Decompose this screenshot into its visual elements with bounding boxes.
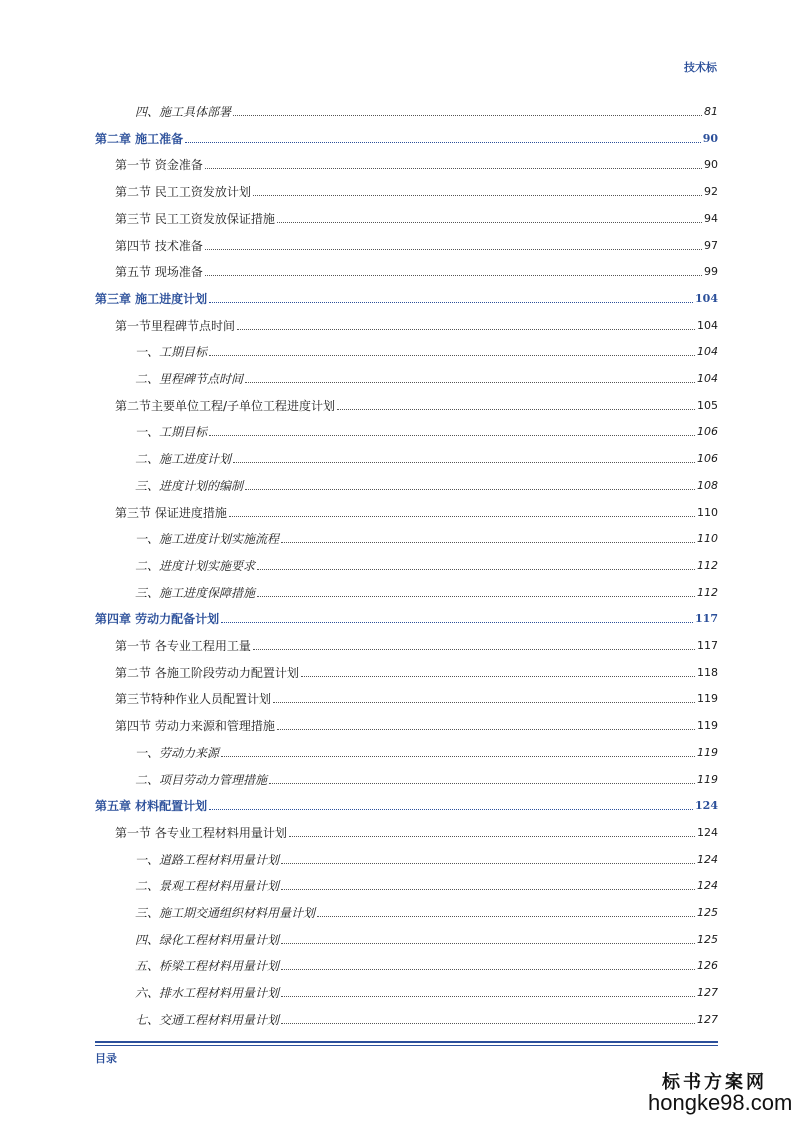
toc-dot-leader: [281, 943, 695, 944]
toc-dot-leader: [281, 889, 695, 890]
toc-entry-title: 第五节 现场准备: [115, 265, 203, 279]
toc-entry-title: 五、桥梁工程材料用量计划: [135, 959, 280, 973]
toc-entry-item[interactable]: [135, 371, 718, 387]
toc-dot-leader: [281, 863, 695, 864]
toc-entry-section[interactable]: [115, 264, 718, 280]
toc-entry-title: 第一节 各专业工程用工量: [115, 639, 251, 653]
toc-entry-item[interactable]: [135, 451, 718, 467]
toc-entry-item[interactable]: [135, 985, 718, 1001]
toc-dot-leader: [205, 275, 702, 276]
toc-entry-page: 119: [697, 719, 718, 732]
toc-dot-leader: [185, 142, 701, 143]
toc-entry-page: 90: [704, 158, 718, 171]
toc-entry-page: 119: [697, 746, 718, 759]
toc-entry-item[interactable]: [135, 585, 718, 601]
toc-entry-section[interactable]: [115, 398, 718, 414]
toc-entry-title: 一、劳动力来源: [135, 746, 220, 760]
toc-entry-section[interactable]: [115, 184, 718, 200]
toc-entry-title: 二、施工进度计划: [135, 452, 232, 466]
toc-entry-page: 106: [697, 452, 718, 465]
toc-entry-item[interactable]: [135, 905, 718, 921]
footer-rule-thin: [95, 1045, 718, 1046]
toc-dot-leader: [257, 569, 695, 570]
toc-entry-page: 117: [695, 612, 718, 625]
toc-dot-leader: [221, 756, 695, 757]
toc-entry-page: 124: [695, 799, 718, 812]
watermark-cn: 标书方案网: [662, 1072, 767, 1093]
toc-entry-title: 六、排水工程材料用量计划: [135, 986, 280, 1000]
toc-entry-page: 110: [697, 532, 718, 545]
toc-entry-page: 106: [697, 425, 718, 438]
toc-entry-title: 二、项目劳动力管理措施: [135, 773, 268, 787]
toc-entry-title: 一、道路工程材料用量计划: [135, 853, 280, 867]
toc-entry-page: 119: [697, 692, 718, 705]
toc-entry-page: 124: [697, 853, 718, 866]
toc-dot-leader: [209, 435, 695, 436]
toc-dot-leader: [253, 649, 695, 650]
toc-entry-title: 一、工期目标: [135, 425, 208, 439]
toc-entry-section[interactable]: [115, 691, 718, 707]
toc-entry-title: 第四章 劳动力配备计划: [95, 612, 220, 626]
toc-entry-title: 七、交通工程材料用量计划: [135, 1013, 280, 1027]
toc-entry-page: 94: [704, 212, 718, 225]
toc-entry-page: 104: [695, 292, 718, 305]
footer-rule: [95, 1041, 718, 1043]
header-doc-type: 技术标: [684, 61, 717, 74]
toc-entry-page: 127: [697, 1013, 718, 1026]
toc-entry-title: 一、施工进度计划实施流程: [135, 532, 280, 546]
toc-entry-page: 112: [697, 586, 718, 599]
toc-entry-title: 第四节 技术准备: [115, 239, 203, 253]
toc-entry-page: 112: [697, 559, 718, 572]
toc-entry-section[interactable]: [115, 318, 718, 334]
toc-entry-item[interactable]: [135, 104, 718, 120]
toc-entry-item[interactable]: [135, 745, 718, 761]
toc-entry-chapter[interactable]: [95, 131, 718, 147]
toc-entry-page: 104: [697, 372, 718, 385]
toc-dot-leader: [233, 115, 702, 116]
toc-dot-leader: [245, 489, 695, 490]
toc-entry-title: 第三节特种作业人员配置计划: [115, 692, 272, 706]
toc-entry-page: 97: [704, 239, 718, 252]
toc-entry-page: 90: [702, 132, 718, 145]
toc-dot-leader: [233, 462, 695, 463]
toc-entry-page: 126: [697, 959, 718, 972]
toc-entry-item[interactable]: [135, 772, 718, 788]
toc-dot-leader: [257, 596, 695, 597]
toc-entry-chapter[interactable]: [95, 611, 718, 627]
toc-dot-leader: [245, 382, 695, 383]
toc-entry-title: 第三节 保证进度措施: [115, 506, 227, 520]
toc-entry-page: 105: [697, 399, 718, 412]
toc-entry-title: 第二节主要单位工程/子单位工程进度计划: [115, 399, 336, 413]
toc-entry-section[interactable]: [115, 638, 718, 654]
toc-entry-page: 99: [704, 265, 718, 278]
toc-entry-title: 三、施工期交通组织材料用量计划: [135, 906, 316, 920]
toc-entry-page: 104: [697, 319, 718, 332]
toc-entry-title: 第二章 施工准备: [95, 132, 184, 146]
toc-entry-page: 124: [697, 826, 718, 839]
toc-entry-title: 二、景观工程材料用量计划: [135, 879, 280, 893]
toc-entry-item[interactable]: [135, 852, 718, 868]
toc-entry-page: 118: [697, 666, 718, 679]
toc-dot-leader: [281, 996, 695, 997]
toc-entry-section[interactable]: [115, 718, 718, 734]
toc-entry-item[interactable]: [135, 344, 718, 360]
toc-entry-title: 三、进度计划的编制: [135, 479, 244, 493]
toc-dot-leader: [289, 836, 695, 837]
toc-entry-section[interactable]: [115, 211, 718, 227]
toc-entry-page: 108: [697, 479, 718, 492]
watermark-en: hongke98.com: [648, 1090, 793, 1115]
toc-entry-title: 第一节 各专业工程材料用量计划: [115, 826, 287, 840]
toc-dot-leader: [229, 516, 695, 517]
toc-entry-title: 第三章 施工进度计划: [95, 292, 208, 306]
toc-entry-section[interactable]: [115, 238, 718, 254]
toc-entry-title: 第二节 民工工资发放计划: [115, 185, 251, 199]
toc-entry-section[interactable]: [115, 825, 718, 841]
toc-dot-leader: [301, 676, 695, 677]
toc-entry-title: 第一节 资金准备: [115, 158, 203, 172]
toc-dot-leader: [205, 168, 702, 169]
toc-entry-item[interactable]: [135, 531, 718, 547]
toc-entry-title: 四、施工具体部署: [135, 105, 232, 119]
toc-dot-leader: [281, 1023, 695, 1024]
toc-entry-chapter[interactable]: [95, 798, 718, 814]
toc-entry-title: 第四节 劳动力来源和管理措施: [115, 719, 275, 733]
toc-entry-title: 第二节 各施工阶段劳动力配置计划: [115, 666, 299, 680]
toc-dot-leader: [209, 355, 695, 356]
toc-entry-item[interactable]: [135, 932, 718, 948]
toc-entry-page: 117: [697, 639, 718, 652]
toc-entry-page: 81: [704, 105, 718, 118]
toc-entry-section[interactable]: [115, 505, 718, 521]
toc-entry-page: 104: [697, 345, 718, 358]
toc-dot-leader: [281, 969, 695, 970]
toc-entry-chapter[interactable]: [95, 291, 718, 307]
toc-entry-page: 124: [697, 879, 718, 892]
toc-dot-leader: [317, 916, 695, 917]
toc-entry-section[interactable]: [115, 665, 718, 681]
toc-entry-item[interactable]: [135, 1012, 718, 1028]
footer-section-label: 目录: [95, 1052, 117, 1065]
toc-entry-title: 二、进度计划实施要求: [135, 559, 256, 573]
toc-entry-item[interactable]: [135, 958, 718, 974]
toc-entry-page: 125: [697, 906, 718, 919]
toc-dot-leader: [269, 783, 695, 784]
toc-dot-leader: [277, 222, 702, 223]
toc-entry-title: 一、工期目标: [135, 345, 208, 359]
toc-entry-title: 二、里程碑节点时间: [135, 372, 244, 386]
toc-entry-page: 92: [704, 185, 718, 198]
toc-dot-leader: [253, 195, 702, 196]
toc-dot-leader: [209, 302, 693, 303]
toc-dot-leader: [273, 702, 695, 703]
toc-dot-leader: [209, 809, 693, 810]
toc-dot-leader: [221, 622, 693, 623]
toc-entry-title: 三、施工进度保障措施: [135, 586, 256, 600]
toc-dot-leader: [205, 249, 702, 250]
toc-entry-title: 第一节里程碑节点时间: [115, 319, 236, 333]
toc-entry-item[interactable]: [135, 478, 718, 494]
toc-entry-item[interactable]: [135, 558, 718, 574]
toc-entry-page: 119: [697, 773, 718, 786]
toc-entry-title: 四、绿化工程材料用量计划: [135, 933, 280, 947]
toc-dot-leader: [277, 729, 695, 730]
toc-entry-page: 125: [697, 933, 718, 946]
toc-entry-page: 127: [697, 986, 718, 999]
toc-entry-title: 第三节 民工工资发放保证措施: [115, 212, 275, 226]
toc-entry-page: 110: [697, 506, 718, 519]
toc-dot-leader: [281, 542, 695, 543]
toc-dot-leader: [237, 329, 695, 330]
toc-entry-section[interactable]: [115, 157, 718, 173]
toc-dot-leader: [337, 409, 695, 410]
toc-entry-item[interactable]: [135, 878, 718, 894]
toc-entry-title: 第五章 材料配置计划: [95, 799, 208, 813]
toc-entry-item[interactable]: [135, 424, 718, 440]
